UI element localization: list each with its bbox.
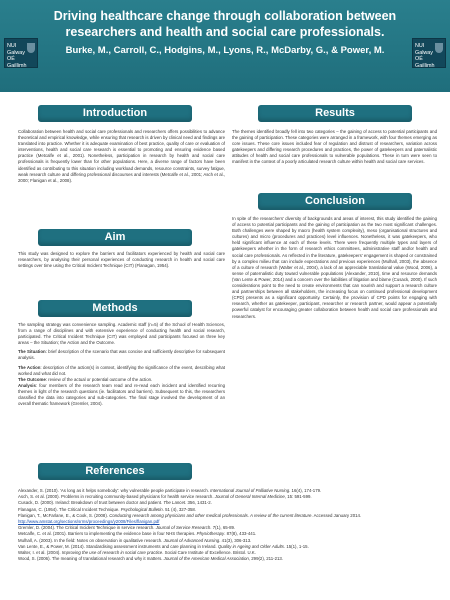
situation-label: The Situation	[18, 349, 46, 355]
aim-paragraph: This study was designed to explore the barriers and facilitators experienced by health and social care researchers, by analysing their personal experiences of conducting research in health and social care settings over time using the Critical Incident Technique (CIT) (Flanagan, 1954).	[18, 251, 225, 269]
aim-heading: Aim	[38, 229, 192, 246]
reference-details: . 87(8), 433-441.	[224, 531, 257, 537]
action-text: : description of the action(s) in context, identifying the significance of the event, describing what worked and what did not.	[18, 364, 226, 376]
results-text	[232, 129, 437, 169]
methods-heading: Methods	[38, 300, 192, 317]
conclusion-paragraph: In spite of the researchers' diversity of backgrounds and areas of interest, this study identified the gaining of access to potential participants and the gaining of participation as the two most significant challenges. Both challenges were shaped by macro (health system complexity), meso (organisational structures and cultures) and micro (procedures and practices) level influences. Nonetheless, it was gatekeepers, who held significant influence at each of these levels. There were frequently multiple types and layers of gatekeepers whether in the form of research ethics committees, administrative staff and/or health and social care professionals. As reflected in the literature, gatekeepers' engagement is shaped or constrained by a complex milieu that can include expectations and previous experiences (Mulhall, 2003), the absence of a culture of research (Walter et al., 2004), a lack of an appreciable translational value (Wood, 2006), a sense of paternalistic duty toward vulnerable populations (Alexander, 2010), time and resource demands (Van Lente & Power, 2014) and a concern over the liabilities of litigation and blame (Cusack, 2000). If such considerations point to the need to create environments that can nourish and support a research culture and partnerships between all stakeholders, the increasing focus on continued professional development (CPD) presents as a significant opportunity. Certainly, the provision of CPD points for engaging with research, whether as gatekeeper, participant, researcher or research partner, would appear a potentially powerful catalyst for encouraging greater collaboration between health and social care professionals and researchers.	[232, 216, 437, 319]
introduction-text	[18, 129, 225, 187]
reference-text: Mulhall, A. (2003). In the field: Notes on observation in qualitative research.	[18, 537, 164, 543]
reference-source: Physiotherapy	[196, 531, 225, 537]
reference-source: Psychological Bulletin	[120, 506, 163, 512]
outcome-label: The Outcome	[18, 376, 46, 382]
reference-details: . 356, 1431-2.	[185, 500, 212, 506]
references-heading: References	[38, 463, 192, 480]
nui-galway-logo-left	[4, 38, 38, 68]
introduction-heading: Introduction	[38, 105, 192, 122]
reference-text: Gremler, D. (2004). The Critical Incident Technique in service research.	[18, 525, 156, 531]
logo-line1: NUI Galway	[415, 43, 433, 56]
reference-text: Flanagan, C. (1954). The Critical Incident Technique.	[18, 506, 121, 512]
reference-source: International Journal of Palliative Nursing	[210, 488, 290, 493]
aim-text	[18, 251, 225, 272]
reference-text: Walter, I. et al. (2004).	[18, 550, 62, 556]
methods-paragraph: The sampling strategy was convenience sampling. Academic staff (n=5) of the School of Health Sciences, from a range of disciplines and with extensive experience of conducting health and social research, participated. The Critical Incident Technique (CIT) was employed and participants focused on three key areas – the Situation; the Action and the Outcome.	[18, 322, 225, 346]
reference-details: . Social Care Institute of Excellence. Bristol. U.K.	[162, 550, 256, 556]
reference-source: Quality in Ageing and Older Adults	[217, 543, 284, 549]
reference-source: The Lancet	[163, 500, 186, 506]
reference-details: . 16(4), 174-179.	[289, 488, 322, 493]
reference-link[interactable]: http://www.amstat.org/sections/srms/proceedings/y2008/Files/flanigan.pdf	[18, 519, 160, 525]
reference-details: . 51 (4), 327-358.	[162, 506, 197, 512]
reference-item	[18, 513, 432, 525]
action-label: The Action	[18, 364, 41, 370]
reference-source: Journal of Service Research	[155, 525, 211, 531]
conclusion-heading: Conclusion	[258, 193, 412, 210]
methods-action	[18, 365, 225, 377]
reference-text: Asch, S. et al. (2000). Problems in recruiting community-based physicians for health service research.	[18, 494, 215, 500]
methods-analysis	[18, 383, 225, 407]
conclusion-text	[232, 216, 437, 323]
reference-details: . 7(1), 65-89.	[210, 525, 236, 531]
reference-text: Alexander, S. (2010). 'As long as it helps somebody': why vulnerable people participate in research.	[18, 488, 211, 493]
crest-icon	[27, 43, 35, 53]
nui-galway-logo-right	[412, 38, 446, 68]
reference-source: Journal of the American Medical Association	[163, 556, 249, 562]
results-paragraph: The themes identified broadly fell into two categories – the gaining of access to potential participants and the gaining of participation. These categories were arranged in a framework, with four themes emerging as core issues. These core issues included fear of regulation and distrust of researchers, variation across gatekeepers and differing research procedures and practices, the power of gatekeepers and paternalistic attitudes of health and social care professionals to vulnerable populations. These in turn were seen to manifest in the context of a poorly articulated research culture within health and social care services.	[232, 129, 437, 165]
results-heading: Results	[258, 105, 412, 122]
reference-source: Journal of Advanced Nursing	[163, 537, 220, 543]
reference-item	[18, 556, 432, 562]
outcome-text: : review of the actual or potential outcome of the action.	[45, 376, 153, 382]
reference-source: Improving the use of research in social care practice	[61, 550, 163, 556]
references-list	[18, 488, 432, 562]
methods-situation	[18, 349, 225, 361]
methods-text	[18, 322, 225, 410]
crest-icon	[435, 43, 443, 53]
reference-text: Wood, S. (2006). The meaning of translational research and why it matters.	[18, 556, 164, 562]
reference-details: , 15: 591-599.	[284, 494, 312, 500]
introduction-paragraph: Collaboration between health and social care professionals and researchers offers possibilities to advance theoretical and empirical knowledge, while ensuring that research is driven by clinical need and findings are translated into practice. Whether it is adequate examination of best practice, quality of care or evaluation of interventions, health and social care research is essential to promoting and ensuring evidence based practice (Metcalfe et al., 2001). Nonetheless, participation in research by health and social care professionals is frequently lower than for other populations. Here, a diverse range of factors have been identified as contributing to this situation including workload demands, resource constraints, survey fatigue, weak research culture and differing professional discourses and interests (Metcalfe et al., 2001; Asch et al., 2000; Flanigan et al., 2008).	[18, 129, 225, 183]
reference-text: Flanigan, T., McFarlane, E., & Cook, S. (2008).	[18, 512, 110, 518]
reference-details: . 15(1), 1-15.	[283, 543, 309, 549]
reference-details: . 41(3), 306-313.	[219, 537, 252, 543]
logo-line1: NUI Galway	[7, 43, 25, 56]
logo-line2: OÉ Gaillimh	[7, 56, 27, 69]
reference-source: Journal of General Internal Medicine	[214, 494, 285, 500]
poster-title: Driving healthcare change through collaboration between researchers and health and social care professionals.	[53, 9, 397, 39]
reference-details: . Accessed January 2014.	[311, 512, 362, 518]
reference-text: Metcalfe, C. et al. (2001). Barriers to implementing the evidence base in four NHS therapies.	[18, 531, 197, 537]
situation-text: : brief description of the scenario that was concise and sufficiently descriptive for subsequent analysis.	[18, 349, 225, 361]
logo-line2: OÉ Gaillimh	[415, 56, 435, 69]
reference-details: , 299(2), 211-213.	[248, 556, 284, 562]
reference-source: Conducting research among physicians and other medical professionals. A review of the current literature	[109, 512, 312, 518]
analysis-label: Analysis	[18, 382, 36, 388]
reference-text: Van Lente, E., & Power, M. (2014). Standardising assessment instruments and care planning in Ireland.	[18, 543, 218, 549]
poster-authors: Burke, M., Carroll, C., Hodgins, M., Lyons, R., McDarby, G., & Power, M.	[65, 45, 385, 56]
analysis-text: : four members of the research team read and re-read each incident and identified recurring themes in light of the research questions (ie. facilitators and barriers). Subsequent to this, the researchers classified the data into categories and sub-categories. The final stage involved the development of an overall thematic framework (Gremler, 2004).	[18, 382, 225, 407]
reference-text: Cusack, D. (2000). Ireland: Breakdown of trust between doctor and patient.	[18, 500, 164, 506]
title-banner	[0, 0, 450, 92]
